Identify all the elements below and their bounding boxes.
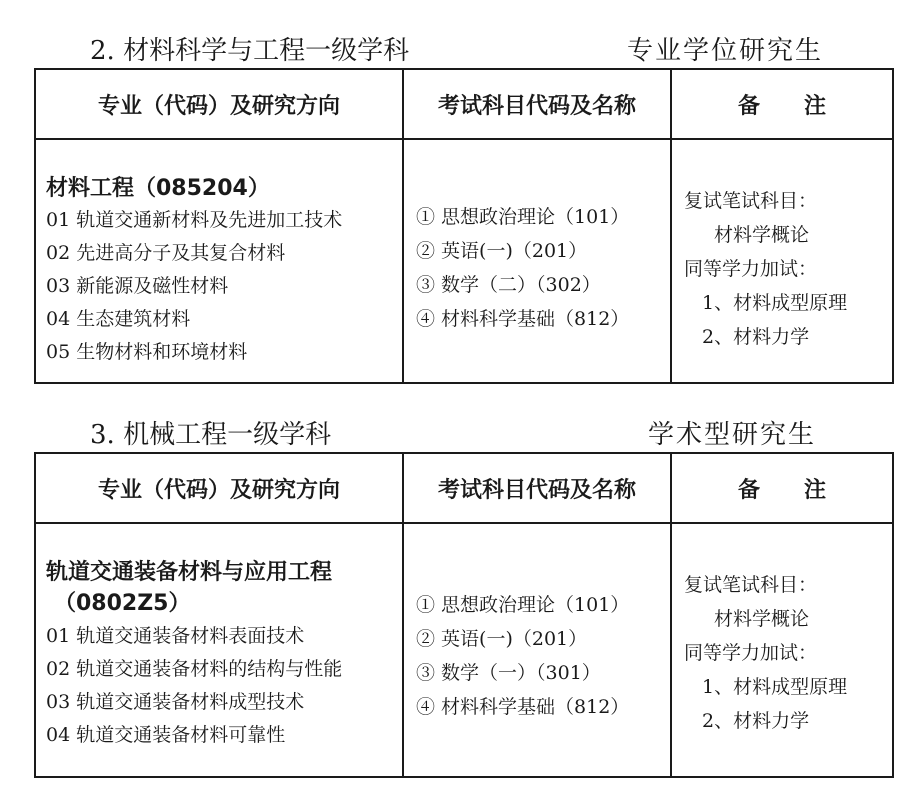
header-notes: 备 注 (671, 69, 893, 139)
notes-cell (671, 139, 893, 383)
subject-item: ① 思想政治理论（101） (416, 594, 630, 616)
program-table-materials (34, 68, 894, 384)
extra-exam-label: 同等学力加试： (684, 258, 818, 280)
subject-item: ③ 数学（一）（301） (416, 662, 601, 684)
retest-label: 复试笔试科目： (684, 190, 818, 212)
major-cell (35, 523, 403, 777)
discipline-title: 2. 材料科学与工程一级学科 (90, 36, 410, 66)
header-major: 专业（代码）及研究方向 (35, 453, 403, 523)
extra-exam-item: 2、材料力学 (702, 710, 810, 732)
extra-exam-item: 1、材料成型原理 (702, 292, 848, 314)
direction-item: 04 轨道交通装备材料可靠性 (46, 724, 286, 746)
discipline-title: 3. 机械工程一级学科 (90, 420, 332, 450)
subjects-cell (403, 523, 671, 777)
section-3-title (0, 410, 900, 450)
extra-exam-item: 1、材料成型原理 (702, 676, 848, 698)
extra-exam-label: 同等学力加试： (684, 642, 818, 664)
subject-item: ④ 材料科学基础（812） (416, 308, 630, 330)
header-subjects: 考试科目代码及名称 (403, 453, 671, 523)
subject-item: ④ 材料科学基础（812） (416, 696, 630, 718)
header-major: 专业（代码）及研究方向 (35, 69, 403, 139)
section-2-title (0, 26, 900, 66)
subject-item: ① 思想政治理论（101） (416, 206, 630, 228)
subject-item: ② 英语(一)（201） (416, 240, 588, 262)
degree-type: 学术型研究生 (648, 420, 817, 450)
major-name: 轨道交通装备材料与应用工程 (46, 560, 333, 585)
major-cell (35, 139, 403, 383)
program-table-mechanical (34, 452, 894, 778)
table-header-row (35, 453, 893, 523)
direction-item: 04 生态建筑材料 (46, 308, 191, 330)
extra-exam-item: 2、材料力学 (702, 326, 810, 348)
notes-cell (671, 523, 893, 777)
degree-type: 专业学位研究生 (627, 36, 824, 66)
direction-item: 01 轨道交通新材料及先进加工技术 (46, 209, 343, 231)
major-name: 材料工程（085204） (46, 176, 270, 201)
direction-item: 03 新能源及磁性材料 (46, 275, 229, 297)
subject-item: ③ 数学（二）（302） (416, 274, 601, 296)
retest-subject: 材料学概论 (714, 224, 810, 246)
subject-item: ② 英语(一)（201） (416, 628, 588, 650)
table-row (35, 523, 893, 777)
major-code: （0802Z5） (54, 591, 191, 616)
retest-label: 复试笔试科目： (684, 574, 818, 596)
table-row (35, 139, 893, 383)
header-notes: 备 注 (671, 453, 893, 523)
direction-item: 02 轨道交通装备材料的结构与性能 (46, 658, 343, 680)
direction-item: 02 先进高分子及其复合材料 (46, 242, 286, 264)
table-header-row (35, 69, 893, 139)
retest-subject: 材料学概论 (714, 608, 810, 630)
direction-item: 03 轨道交通装备材料成型技术 (46, 691, 305, 713)
subjects-cell (403, 139, 671, 383)
header-subjects: 考试科目代码及名称 (403, 69, 671, 139)
direction-item: 01 轨道交通装备材料表面技术 (46, 625, 305, 647)
direction-item: 05 生物材料和环境材料 (46, 341, 248, 363)
